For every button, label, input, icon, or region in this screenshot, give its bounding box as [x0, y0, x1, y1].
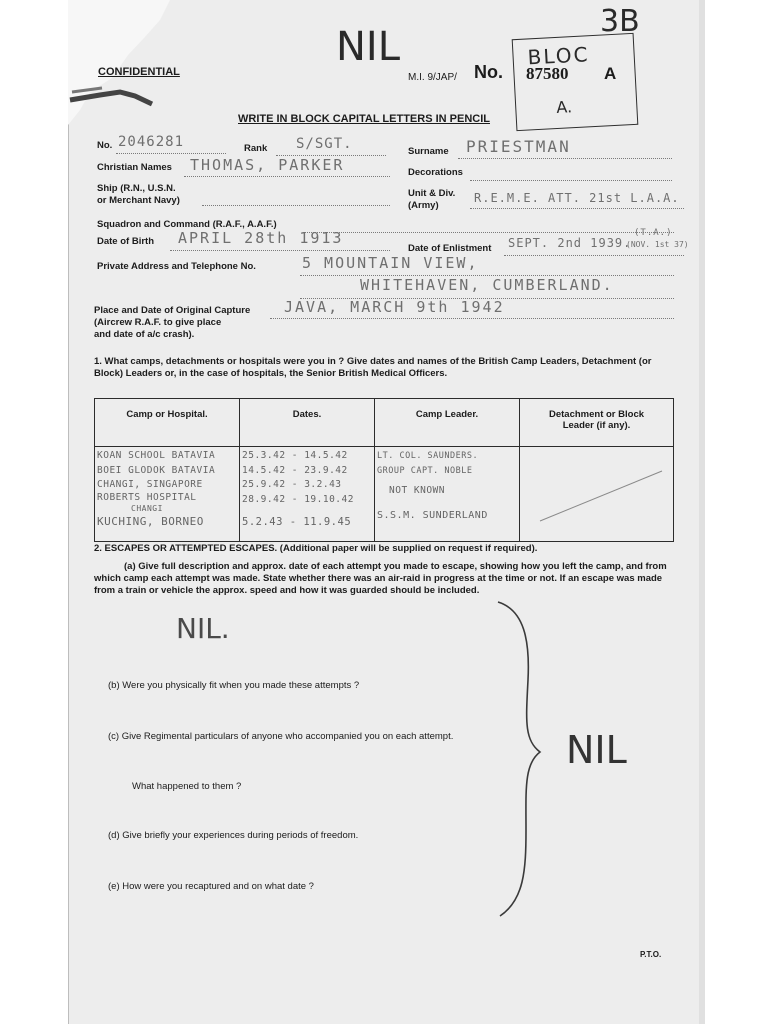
surname-line: [458, 158, 672, 159]
unit-line: [470, 208, 684, 209]
camp-entry: KOAN SCHOOL BATAVIA: [97, 450, 216, 461]
section2-heading: 2. ESCAPES OR ATTEMPTED ESCAPES. (Additional paper will be supplied on request if required).: [94, 543, 538, 554]
section2-question-b: (b) Were you physically fit when you made these attempts ?: [108, 680, 360, 691]
rank-label: Rank: [244, 143, 268, 154]
leader-entry: [375, 499, 519, 509]
form-suffix: A: [604, 64, 617, 83]
ship-label: [97, 183, 180, 207]
section2-question-d: (d) Give briefly your experiences during periods of freedom.: [108, 830, 359, 841]
date-entry: 25.9.42 - 3.2.43: [242, 479, 342, 490]
capture-line: [270, 318, 674, 319]
capture-value: JAVA, MARCH 9th 1942: [284, 298, 505, 316]
date-entry: 14.5.42 - 23.9.42: [242, 464, 348, 476]
enlistment-note-1: (T.A.): [634, 228, 673, 238]
header-dates: Dates.: [240, 399, 375, 447]
surname-value: PRIESTMAN: [466, 137, 571, 156]
unit-label-2: (Army): [408, 200, 439, 211]
no-line: [116, 153, 226, 154]
confidential-label: CONFIDENTIAL: [98, 66, 180, 78]
header-detachment: Detachment or Block Leader (if any).: [520, 399, 674, 447]
capture-label-1: Place and Date of Original Capture: [94, 305, 251, 316]
ship-label-2: or Merchant Navy): [97, 195, 180, 206]
dob-value: APRIL 28th 1913: [178, 229, 344, 247]
stamp-block-text: BLOC: [527, 42, 591, 70]
dob-label: Date of Birth: [97, 236, 154, 247]
no-mark: No.: [474, 62, 503, 82]
ship-label-1: Ship (R.N., U.S.N.: [97, 183, 176, 194]
handwritten-nil-top: NIL: [336, 24, 401, 70]
camps-table: [94, 398, 674, 542]
brace-nil-answer: NIL: [566, 728, 627, 772]
christian-names-line: [184, 176, 390, 177]
date-entry: [240, 507, 374, 515]
squadron-line: [304, 232, 674, 233]
instruction-heading: WRITE IN BLOCK CAPITAL LETTERS IN PENCIL: [238, 113, 490, 125]
detachment-column: [520, 447, 674, 542]
section2-question-c: (c) Give Regimental particulars of anyone who accompanied you on each attempt.: [108, 731, 454, 742]
christian-names-label: Christian Names: [97, 162, 172, 173]
rank-value: S/SGT.: [296, 136, 353, 152]
section1-question: 1. What camps, detachments or hospitals were you in ? Give dates and names of the British Camp Leaders, Detachment (or Block) Leaders or, in the case of hospitals, the Senior British Medical Officers.: [94, 356, 652, 379]
camp-entry: BOEI GLODOK BATAVIA: [97, 464, 216, 476]
no-value: 2046281: [118, 134, 185, 150]
christian-names-value: THOMAS, PARKER: [190, 156, 345, 174]
unit-label: [408, 188, 455, 212]
dates-column: [240, 447, 375, 542]
unit-value: R.E.M.E. ATT. 21st L.A.A.: [474, 191, 680, 205]
leader-entry: GROUP CAPT. NOBLE: [377, 465, 473, 476]
leader-entry: LT. COL. SAUNDERS.: [377, 451, 479, 461]
date-entry: 28.9.42 - 19.10.42: [242, 493, 354, 505]
capture-label-3: and date of a/c crash).: [94, 329, 195, 340]
decorations-line: [470, 180, 672, 181]
date-entry: 5.2.43 - 11.9.45: [242, 516, 352, 528]
capture-label: [94, 305, 250, 341]
leader-entry: S.S.M. SUNDERLAND: [377, 509, 488, 521]
capture-label-2: (Aircrew R.A.F. to give place: [94, 317, 222, 328]
torn-corner-staple: [60, 0, 170, 130]
camp-entry: ROBERTS HOSPITAL: [97, 491, 197, 503]
ship-line: [202, 205, 390, 206]
header-camp-leader: Camp Leader.: [375, 399, 520, 447]
enlistment-note-2: (NOV. 1st 37): [626, 240, 689, 249]
enlistment-line: [504, 255, 684, 256]
leader-column: [375, 447, 520, 542]
cross-out-line: [520, 447, 680, 541]
camp-entry: CHANGI, SINGAPORE: [97, 479, 203, 490]
address-value-1: 5 MOUNTAIN VIEW,: [302, 254, 479, 272]
address-value-2: WHITEHAVEN, CUMBERLAND.: [360, 276, 614, 294]
no-label: No.: [97, 140, 113, 151]
pto-label: P.T.O.: [640, 950, 662, 959]
camp-entry: CHANGI: [131, 503, 163, 513]
surname-label: Surname: [408, 146, 449, 157]
camp-column: [95, 447, 240, 542]
answer-a-nil: NIL.: [176, 612, 230, 645]
decorations-label: Decorations: [408, 167, 463, 178]
enlistment-value: SEPT. 2nd 1939.: [508, 236, 632, 250]
ref-prefix: M.I. 9/JAP/: [408, 72, 457, 83]
header-camp: Camp or Hospital.: [95, 399, 240, 447]
handwritten-brace: [494, 600, 554, 920]
dob-line: [170, 250, 390, 251]
stamp-3b: 3B: [600, 4, 640, 39]
unit-label-1: Unit & Div.: [408, 188, 456, 199]
section2-question-e: (e) How were you recaptured and on what date ?: [108, 881, 314, 892]
leader-entry: NOT KNOWN: [389, 485, 445, 496]
form-number: 87580: [526, 64, 569, 83]
section2-question-a: (a) Give full description and approx. date of each attempt you made to escape, showing how you left the camp, and from which camp each attempt was made. State whether there was an air-raid in progress at the time or not. If an escape was made from a train or vehicle the approx. speed and how it was guarded should be included.: [94, 561, 667, 596]
address-label: Private Address and Telephone No.: [97, 261, 256, 272]
squadron-label: Squadron and Command (R.A.F., A.A.F.): [97, 219, 277, 230]
camp-entry: KUCHING, BORNEO: [97, 514, 204, 528]
block-stamp: [512, 33, 639, 131]
date-entry: 25.3.42 - 14.5.42: [242, 450, 348, 461]
stamp-letter: A.: [555, 97, 573, 118]
enlistment-label: Date of Enlistment: [408, 243, 492, 254]
section2-question-c2: What happened to them ?: [132, 781, 242, 792]
